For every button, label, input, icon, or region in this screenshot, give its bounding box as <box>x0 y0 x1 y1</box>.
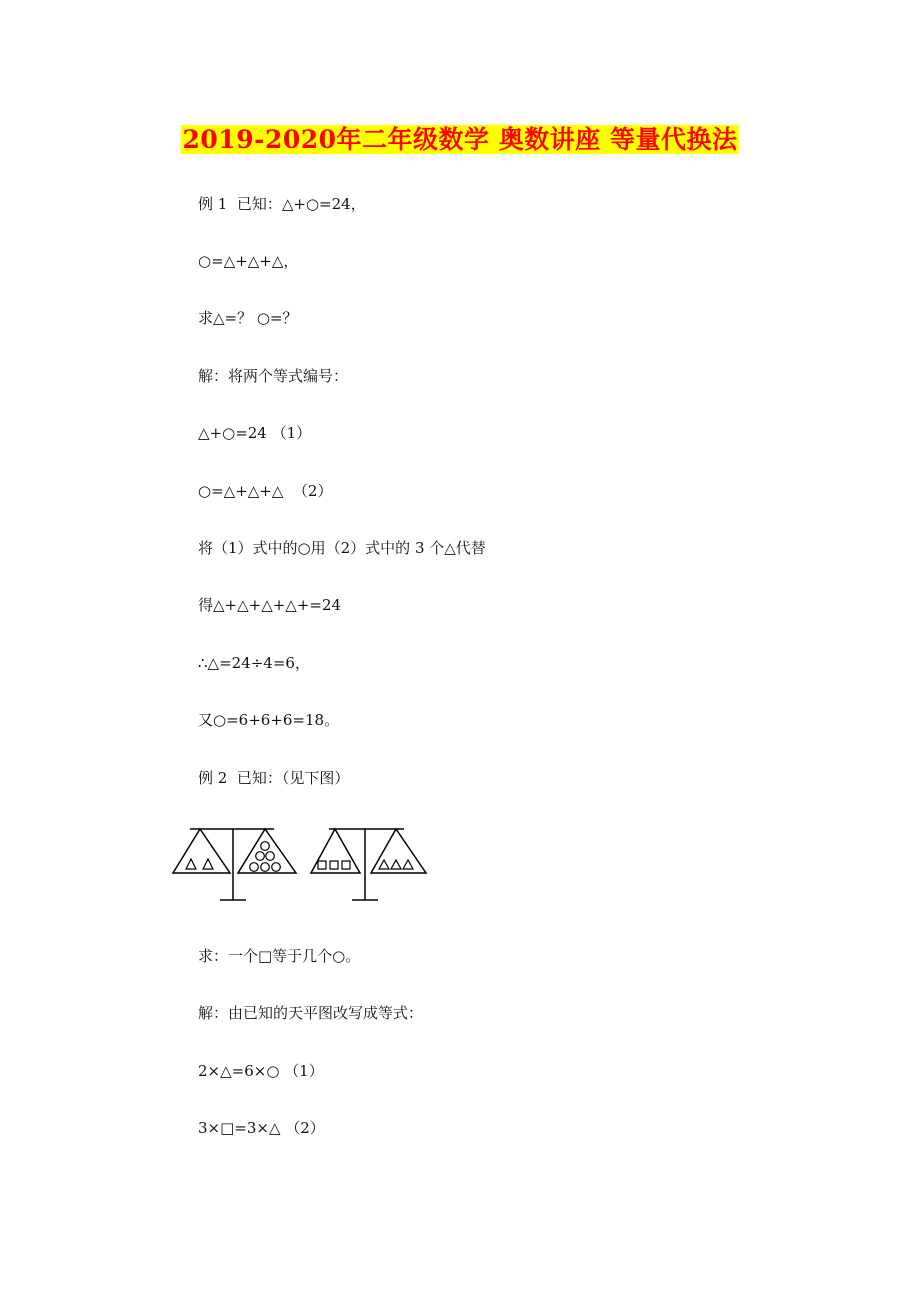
title-text: 2019-2020年二年级数学 奥数讲座 等量代换法 <box>182 125 738 154</box>
text-line: 解：将两个等式编号： <box>198 367 349 385</box>
circle-icon <box>272 863 281 872</box>
triangle-icon <box>186 859 196 869</box>
balance-scale-right <box>311 829 426 900</box>
circle-icon <box>250 863 259 872</box>
text-line: 例 1 已知：△+○=24， <box>198 195 366 213</box>
triangle-icon <box>391 860 401 869</box>
triangle-icon <box>403 860 413 869</box>
text-line: 例 2 已知：（见下图） <box>198 769 350 787</box>
balance-scale-left <box>173 829 296 900</box>
balance-diagram <box>168 824 438 910</box>
text-line: 求：一个□等于几个○。 <box>198 947 361 965</box>
text-line: ∴△=24÷4=6， <box>198 654 310 672</box>
circle-icon <box>261 842 270 851</box>
text-line: △+○=24 （1） <box>198 424 312 442</box>
text-line: 得△+△+△+△+=24 <box>198 596 342 614</box>
text-line: 2×△=6×○ （1） <box>198 1062 324 1080</box>
text-line: 求△=？ ○=？ <box>198 309 298 327</box>
text-line: ○=△+△+△， <box>198 252 299 270</box>
text-line: ○=△+△+△ （2） <box>198 482 333 500</box>
text-line: 解：由已知的天平图改写成等式： <box>198 1004 424 1022</box>
text-line: 3×□=3×△ （2） <box>198 1119 325 1137</box>
circle-icon <box>266 852 275 861</box>
square-icon <box>330 861 338 869</box>
triangle-icon <box>203 859 213 869</box>
page-title <box>0 120 920 156</box>
text-line: 又○=6+6+6=18。 <box>198 711 340 729</box>
circle-icon <box>256 852 265 861</box>
square-icon <box>342 861 350 869</box>
text-line: 将（1）式中的○用（2）式中的 3 个△代替 <box>198 539 486 557</box>
square-icon <box>318 861 326 869</box>
circle-icon <box>261 863 270 872</box>
triangle-icon <box>379 860 389 869</box>
